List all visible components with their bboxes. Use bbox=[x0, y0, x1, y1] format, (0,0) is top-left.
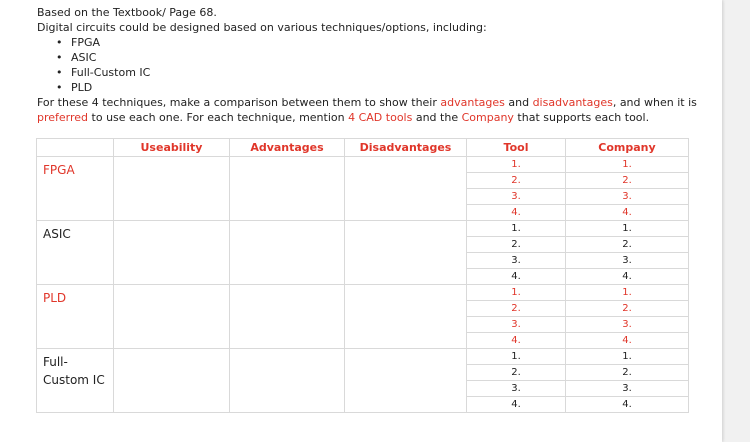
bullet-pld: • PLD bbox=[37, 80, 717, 95]
header-useability: Useability bbox=[114, 139, 230, 157]
table-body bbox=[37, 157, 689, 413]
useability-cell[interactable] bbox=[114, 285, 230, 349]
table-row bbox=[37, 285, 689, 301]
tool-number[interactable]: 3. bbox=[467, 381, 566, 397]
table-row bbox=[37, 221, 689, 237]
advantages-highlight: advantages bbox=[440, 96, 505, 109]
table-row bbox=[37, 157, 689, 173]
technique-cell: PLD bbox=[37, 285, 114, 349]
advantages-cell[interactable] bbox=[230, 285, 345, 349]
tool-number[interactable]: 2. bbox=[467, 173, 566, 189]
tool-number[interactable]: 4. bbox=[467, 269, 566, 285]
tool-number[interactable]: 4. bbox=[467, 205, 566, 221]
header-advantages: Advantages bbox=[230, 139, 345, 157]
disadvantages-cell[interactable] bbox=[345, 349, 467, 413]
company-number[interactable]: 3. bbox=[566, 317, 689, 333]
tool-number[interactable]: 1. bbox=[467, 157, 566, 173]
tool-number[interactable]: 3. bbox=[467, 189, 566, 205]
company-number[interactable]: 2. bbox=[566, 301, 689, 317]
disadvantages-cell[interactable] bbox=[345, 221, 467, 285]
disadvantages-highlight: disadvantages bbox=[532, 96, 613, 109]
technique-cell: ASIC bbox=[37, 221, 114, 285]
tool-number[interactable]: 1. bbox=[467, 285, 566, 301]
company-number[interactable]: 1. bbox=[566, 349, 689, 365]
cad-tools-highlight: 4 CAD tools bbox=[348, 111, 413, 124]
company-number[interactable]: 4. bbox=[566, 333, 689, 349]
company-number[interactable]: 3. bbox=[566, 189, 689, 205]
technique-cell: Full-Custom IC bbox=[37, 349, 114, 413]
header-tool: Tool bbox=[467, 139, 566, 157]
useability-cell[interactable] bbox=[114, 349, 230, 413]
tool-number[interactable]: 2. bbox=[467, 301, 566, 317]
useability-cell[interactable] bbox=[114, 221, 230, 285]
company-number[interactable]: 1. bbox=[566, 285, 689, 301]
company-number[interactable]: 4. bbox=[566, 205, 689, 221]
header-company: Company bbox=[566, 139, 689, 157]
bullet-full-custom: • Full-Custom IC bbox=[37, 65, 717, 80]
header-disadvantages: Disadvantages bbox=[345, 139, 467, 157]
company-number[interactable]: 3. bbox=[566, 253, 689, 269]
disadvantages-cell[interactable] bbox=[345, 157, 467, 221]
header-blank bbox=[37, 139, 114, 157]
useability-cell[interactable] bbox=[114, 157, 230, 221]
advantages-cell[interactable] bbox=[230, 221, 345, 285]
tool-number[interactable]: 1. bbox=[467, 221, 566, 237]
company-number[interactable]: 1. bbox=[566, 157, 689, 173]
company-number[interactable]: 4. bbox=[566, 269, 689, 285]
technique-list bbox=[37, 35, 717, 95]
preferred-highlight: preferred bbox=[37, 111, 89, 124]
company-number[interactable]: 2. bbox=[566, 173, 689, 189]
company-highlight: Company bbox=[461, 111, 514, 124]
table-header-row bbox=[37, 139, 689, 157]
bullet-asic: • ASIC bbox=[37, 50, 717, 65]
tool-number[interactable]: 2. bbox=[467, 237, 566, 253]
technique-cell: FPGA bbox=[37, 157, 114, 221]
source-line: Based on the Textbook/ Page 68. bbox=[37, 6, 217, 19]
advantages-cell[interactable] bbox=[230, 349, 345, 413]
tool-number[interactable]: 3. bbox=[467, 253, 566, 269]
disadvantages-cell[interactable] bbox=[345, 285, 467, 349]
instructions-paragraph: For these 4 techniques, make a comparison between them to show their advantages and disadvantages, and when it is preferred to use each one. For each technique, mention 4 CAD tools and the Company that supports each tool. bbox=[37, 96, 697, 124]
tool-number[interactable]: 2. bbox=[467, 365, 566, 381]
bullet-fpga: • FPGA bbox=[37, 35, 717, 50]
intro-text bbox=[37, 5, 717, 125]
company-number[interactable]: 2. bbox=[566, 365, 689, 381]
tool-number[interactable]: 3. bbox=[467, 317, 566, 333]
company-number[interactable]: 1. bbox=[566, 221, 689, 237]
tool-number[interactable]: 1. bbox=[467, 349, 566, 365]
description-line: Digital circuits could be designed based on various techniques/options, including: bbox=[37, 21, 487, 34]
table-row bbox=[37, 349, 689, 365]
comparison-table bbox=[36, 138, 689, 413]
tool-number[interactable]: 4. bbox=[467, 397, 566, 413]
company-number[interactable]: 2. bbox=[566, 237, 689, 253]
company-number[interactable]: 4. bbox=[566, 397, 689, 413]
tool-number[interactable]: 4. bbox=[467, 333, 566, 349]
company-number[interactable]: 3. bbox=[566, 381, 689, 397]
advantages-cell[interactable] bbox=[230, 157, 345, 221]
